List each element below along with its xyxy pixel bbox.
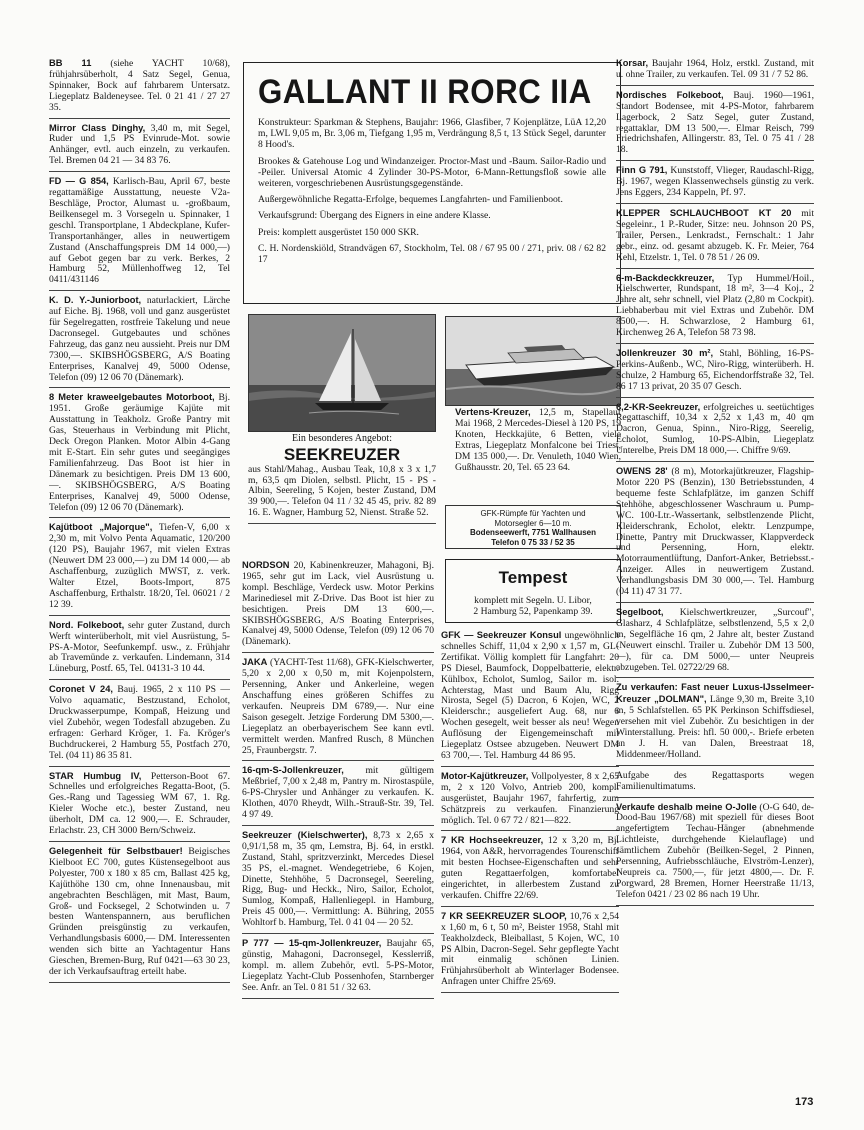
ad-heading: Nordisches Folkeboot, — [616, 89, 724, 100]
classified-ad — [49, 518, 230, 615]
ad-body: Bj. 1951. Große geräumige Kajüte mit Ausstattung in Teakholz. Große Pantry mit Gas, Steuerhaus in Verbindung mit Plicht, Deck Oregon Planken. Motor Albin 4-Gang mit E-Start. Ein sehr gutes und seegängiges Familienfahrzeug. Das Boot ist hier in Dänemark zu besichtigen. Preis DM 13 600,—. SKIBSHÖGSBERG, A/S Boating Enterprises, Kanalvej 49, 5000 Odense, Telefon (09) 12 06 70 (Dänemark). — [49, 392, 230, 513]
classified-ad — [616, 86, 814, 161]
classified-ad — [616, 204, 814, 269]
classified-ad — [616, 798, 814, 906]
ad-body: Kielschwertkreuzer, „Surcouf", Glasharz, 4 Schlafplätze, selbstlenzend, 5,5 x 2,0 m, Segelfläche 16 qm, 2 Jahre alt, bester Zustand (Neuwert einschl. Trailer u. Zubehör DM 13 500,—), für ca. DM 5000,— unter Neupreis abzugeben. Tel. 02722/29 68. — [616, 606, 814, 673]
gallant-title: GALLANT II RORC IIA — [258, 73, 592, 111]
sailboat-photo — [248, 314, 436, 432]
classified-ad — [242, 653, 434, 761]
tempest-title: Tempest — [498, 568, 568, 587]
classified-ad — [49, 58, 230, 119]
ad-heading: JAKA — [242, 657, 268, 668]
ad-body: Bauj. 1965, 2 x 110 PS — Volvo aquamatic, Bestzustand, Echolot, Druckwasserpumpe, Kompaß, Heizung und viel Zubehör, wegen Todesfall abzugeben. Zu erfragen: Gerhard Kröger, 1. Fa. Kröger's Buchdruckerei, 2 Hamburg 55, Postfach 270, Tel. (04 11) 86 35 81. — [49, 684, 230, 761]
ad-body: Typ Hummel/Hoil., Kielschwerter, Rundspant, 18 m², 3—4 Koj., 2 Jahre alt, sehr schnell, viel Platz (2,80 m Cockpit). Liebhaberbau mit viel Extras und Zubehör. DM 8500,—. H. Schwarzlose, 2 Hamburg 61, Kirchenweg 26 A, Telefon 58 73 98. — [616, 272, 814, 339]
ad-heading: Nord. Folkeboot, — [49, 619, 125, 630]
ad-heading: Mirror Class Dinghy, — [49, 122, 146, 133]
ad-body: 3,40 m, mit Segel, Ruder und 1,5 PS Evinrude-Mot. sowie Anhänger, evtl. auch einzeln, zu verkaufen. Tel. Bremen 04 21 — 34 83 76. — [49, 122, 230, 167]
ad-body: mit Segeleinr., 1 P.-Ruder, Sitze: neu. Johnson 20 PS, Trailer, Persen., Lenkradst., Fernschalt.: 1 Jahr gebr., einz. od. gesamt abzugeb. K. Fr. Meier, 764 Kehl, Etzelstr. 1, Tel. 0 78 51 / 26 09. — [616, 207, 814, 263]
ad-heading: Korsar, — [616, 58, 649, 68]
classified-ad — [441, 767, 619, 832]
column-center-left — [242, 560, 434, 999]
gallant-paragraph: Verkaufsgrund: Übergang des Eigners in eine andere Klasse. — [258, 210, 491, 222]
gfk-line: GFK-Rümpfe für Yachten und — [480, 509, 586, 518]
ad-heading: BB 11 — [49, 58, 92, 68]
gallant-contact: C. H. Nordenskiöld, Strandvägen 67, Stockholm, Tel. 08 / 67 95 00 / 271, priv. 08 / 62 82 17 — [258, 242, 606, 266]
ad-heading: KLEPPER SCHLAUCHBOOT KT 20 — [616, 207, 792, 218]
classified-ad — [441, 630, 619, 767]
ad-heading: Kajütboot „Majorque", — [49, 522, 153, 533]
column-center-right — [441, 630, 619, 993]
classified-ad — [49, 119, 230, 173]
classified-ad — [616, 398, 814, 463]
ad-heading: NORDSON — [242, 560, 290, 570]
column-right — [616, 58, 814, 906]
classified-ad — [616, 58, 814, 86]
gfk-line: Bodenseewerft, 7751 Wallhausen — [470, 528, 596, 537]
motorboat-photo — [445, 316, 621, 406]
classified-ad — [616, 603, 814, 678]
ad-body: ungewöhnlich schnelles Schiff, 11,04 x 2,90 x 1,57 m, GL-Zertifikat. Völlig komplett für Langfahrt: 20 PS Diesel, Baumfock, Doppelbatterie, elektr. Kühlbox, Echolot, Sumlog, Sailor m. isol. Achterstag, Mast und Baum Alu, Rigg Nirosta, Segel (5) Dacron, 6 Kojen, WC, 2 Kleiderschr.; ausgeliefert Aug. 68, nur 6 Wochen gesegelt, weit besser als neu! Wegen Auflösung der Eigengemeinschaft mit Liegeplatz Ostsee abzugeben. Neuwert DM 63 700,—. Tel. Hamburg 44 86 95. — [441, 630, 619, 761]
offer-title: SEEKREUZER — [283, 444, 401, 464]
classified-ad — [616, 161, 814, 204]
ad-heading: GFK — Seekreuzer Konsul — [441, 630, 562, 640]
ad-body: Tiefen-V, 6,00 x 2,30 m, mit Volvo Penta Aquamatic, 120/200 (120 PS), Baujahr 1967, mit vielen Extras (Neuwert DM 23 000,—) zu DM 14 000,— ab Aschaffenburg, zuzüglich MWST, z. verk. Walter Etzel, Boots-Import, 875 Aschaffenburg, Erthalstr. 18/20, Tel. 06021 / 2 12 39. — [49, 522, 230, 610]
gallant-paragraph: Konstrukteur: Sparkman & Stephens, Baujahr: 1966, Glasfiber, 7 Kojenplätze, LüA 12,20 m, LWL 9,05 m, Br. 3,06 m, Tiefgang 1,95 m, Verdrängung 8,5 t, 13 Stück Segel, darunter 8 Hood's. — [258, 117, 606, 151]
offer-body: aus Stahl/Mahag., Ausbau Teak, 10,8 x 3 x 1,7 m, 63,5 qm Diolen, selbstl. Plicht, 15 - PS - Albin, Seereling, 5 Kojen, bester Zustand, DM 39 900,—. Telefon 04 11 / 32 45 45, priv. 82 89 16. E. Wagner, Hamburg 52, Nienst. Straße 52. — [248, 463, 436, 518]
ad-heading: 6-m-Backdeckkreuzer, — [616, 272, 715, 283]
classified-ad — [49, 291, 230, 388]
gallant-paragraph: Außergewöhnliche Regatta-Erfolge, bequemes Langfahrten- und Familienboot. — [258, 194, 563, 206]
ad-heading: Finn G 791, — [616, 165, 668, 176]
ad-heading: Jollenkreuzer 30 m², — [616, 347, 714, 358]
classified-ad — [49, 842, 230, 983]
classified-ad — [616, 678, 814, 765]
ad-heading: Zu verkaufen: Fast neuer Luxus-IJsselmeer-Kreuzer „DOLMAN", — [616, 682, 814, 705]
ad-body: Petterson-Boot 67. Schnelles und erfolgreiches Regatta-Boot, (5. Ges.-Rang und Tagessieg WM 67, 1. Rg. Kieler Woche etc.), bester Zustand, neu überholt, DM ca. 12 900,—. E. Schrauder, Erlachstr. 23, CH 3000 Bern/Schweiz. — [49, 770, 230, 837]
ad-heading: OWENS 28' — [616, 466, 668, 477]
ad-body: 20, Kabinenkreuzer, Mahagoni, Bj. 1965, sehr gut im Lack, viel Ausrüstung u. kompl. Beschläge, Verdeck usw. Motor Perkins Marinediesel mit Z-Drive. Das Boot ist hier zu besichtigen. Preis DM 13 600,—. SKIBSHÖGSBERG, A/S Boating Enterprises, Kanalvej 49, 5000 Odense, Telefon (09) 12 06 70 (Dänemark). — [242, 560, 434, 648]
ad-body: Aufgabe des Regattasports wegen Familienultimatums. — [616, 769, 814, 792]
ad-heading: Gelegenheit für Selbstbauer! — [49, 846, 183, 856]
ad-body: sehr guter Zustand, durch Werft winterüberholt, mit viel Ausrüstung, 5-PS-A-Motor, Seefunkempf. usw., z. Frühjahr ab Travemünde z. verkaufen. Lindemann, 314 Lüneburg, Postf. 65, Tel. 04131-3 10 44. — [49, 619, 230, 675]
ad-body: Vollpolyester, 8 x 2,65 m, 2 x 120 Volvo, Antrieb 200, kompl. ausgerüstet, Baujahr 1967, fahrfertig, zum Schätzpreis zu verkaufen. Finanzierung möglich. Tel. 0 67 72 / 821—822. — [441, 770, 619, 826]
seekreuzer-offer — [248, 434, 436, 524]
gfk-line: Motorsegler 6—10 m. — [494, 518, 572, 528]
gallant-paragraph: Preis: komplett ausgerüstet 150 000 SKR. — [258, 226, 419, 238]
ad-heading: Segelboot, — [616, 606, 664, 617]
offer-heading: Ein besonderes Angebot: — [292, 433, 392, 444]
ad-heading: STAR Humbug IV, — [49, 770, 142, 781]
classified-ad — [242, 560, 434, 653]
classified-ad — [49, 172, 230, 291]
ad-heading: 16-qm-S-Jollenkreuzer, — [242, 765, 344, 776]
classified-ad — [242, 826, 434, 934]
ad-heading: 7 KR SEEKREUZER SLOOP, — [441, 910, 567, 921]
ad-heading: Verkaufe deshalb meine O-Jolle — [616, 801, 757, 812]
classified-ad — [616, 766, 814, 798]
ad-heading: Vertens-Kreuzer, — [455, 407, 531, 418]
ad-heading: Seekreuzer (Kielschwerter), — [242, 829, 368, 840]
classified-ad — [616, 269, 814, 344]
ad-body: 12 x 3,20 m, Bj. 1964, von A&R, hervorragendes Tourenschiff mit besten Hochsee-Eigenschaften und sehr guten Regattaerfolgen, komfortabel eingerichtet, in allerbestem Zustand zu verkaufen. Chiffre 22/69. — [441, 835, 619, 901]
classified-ad — [242, 761, 434, 826]
ad-heading: 6,2-KR-Seekreuzer, — [616, 401, 701, 412]
ad-body: Stahl, Böhling, 16-PS-Perkins-Außenb., WC, Niro-Rigg, winterüberh. H. Schulze, 2 Hamburg 65, Eichendorffstraße 32, Tel. 86 17 13 privat, 20 35 07 Gesch. — [616, 347, 814, 392]
tempest-ad-box — [445, 559, 621, 623]
ad-body: Karlisch-Bau, April 67, beste regattamäßige Ausstattung, neueste V2a-Beschläge, Proctor, Alumast u. -großbaum, Beilkensegel m. 3 Vorsegeln u. Spinnaker, 1 geschl. Transportplane, 1 Abdeckplane, Kufer-Transportanhänger, alles in neuwertigem Zustand (Anschaffungspreis DM 14 000,—) auf Gebot gegen bar zu verk. Berkes, 2 Hamburg 52, Müllenhoffweg 12, Tel 0411/431146 — [49, 176, 230, 286]
ad-heading: FD — G 854, — [49, 176, 109, 187]
classified-ad — [441, 907, 619, 993]
classified-ad — [49, 680, 230, 766]
ad-body: (siehe YACHT 10/68), frühjahrsüberholt, 4 Satz Segel, Genua, Spinnaker, Bock auf fahrbarem Untersatz. Liegeplatz Baldeneysee. Tel. 0 21 41 / 27 27 35. — [49, 58, 230, 113]
ad-body: (YACHT-Test 11/68), GFK-Kielschwerter, 5,20 x 2,00 x 0,50 m, mit Kojenpolstern, Persenning, Anker und Ankerleine, wegen Anschaffung eines größeren Schiffes zu verkaufen. Neupreis DM 6789,—. Nur eine Saison gesegelt. Jetzige Forderung DM 5300,—. Liegeplatz an oberbayerischem See kann evtl. vermittelt werden. Manfred Rusch, 8 München 25, Fraunbergstr. 7. — [242, 657, 434, 756]
gallant-paragraph: Brookes & Gatehouse Log und Windanzeiger. Proctor-Mast und -Baum. Sailor-Radio und -Peiler. Universal Atomic 4 Zylinder 30-PS-Motor, 6-Mann-Rettungsfloß sowie alle weiteren, vorgeschriebenen Ausrüstungsgegenstände. — [258, 155, 606, 190]
ad-heading: Motor-Kajütkreuzer, — [441, 770, 529, 781]
ad-body: Länge 9,30 m, Breite 3,10 m, 5 Schlafstellen. 65 PK Perkinson Schiffsdiesel, versehen mit viel Zubehör. Zu besichtigen in der Winterstallung. Preis: hfl. 50 000,-. Briefe erbeten an J. H. van Dalen, Breestraat 18, Middenmeer/Holland. — [616, 694, 814, 760]
ad-heading: K. D. Y.-Juniorboot, — [49, 295, 142, 306]
tempest-line: 2 Hamburg 52, Papenkamp 39. — [473, 606, 593, 617]
ad-body: Kunststoff, Vlieger, Raudaschl-Rigg, Bj. 1967, wegen Klassenwechsels günstig zu verk. Jens Eggers, 234 Kappeln, Pf. 97. — [616, 165, 814, 199]
gallant-ad-box — [243, 62, 621, 304]
tempest-line: komplett mit Segeln. U. Libor, — [474, 595, 592, 606]
ad-body: Baujahr 1964, Holz, erstkl. Zustand, mit u. ohne Trailer, zu verkaufen. Tel. 09 31 / 7 52 86. — [616, 58, 814, 80]
classified-ad — [616, 462, 814, 603]
classified-ad — [49, 388, 230, 518]
ad-body: 8,73 x 2,65 x 0,91/1,58 m, 35 qm, Lemstra, Bj. 64, in erstkl. Zustand, Stahl, spritzverzinkt, Mercedes Diesel 35 PS, el.-magnet. Wendegetriebe, 6 Kojen, Dinette, Stehhöhe, 5 Dacronsegel, Seereling, Rigg, Bug- und Heckk., Niro, Sailor, Echolot, Sumlog, Kompaß, Hallenliegepl. in Hamburg, Preis 45 000,—. Vermittlung: A. Bühring, 2055 Wohltorf b. Hamburg, Tel. 0 41 04 — 20 52. — [242, 829, 434, 929]
ad-body: 12,5 m, Stapellauf Mai 1968, 2 Mercedes-Diesel à 120 PS, 19 Knoten, Heckkajüte, 6 Betten, viele Extras, Liegeplatz Monfalcone bei Triest, DM 135 000,—. Dr. Venuleth, 1040 Wien, Gußhausstr. 20, Tel. 65 23 64. — [455, 407, 621, 473]
motorboat-illustration — [446, 317, 621, 406]
ad-heading: 8 Meter kraweelgebautes Motorboot, — [49, 392, 215, 403]
ad-body: 10,76 x 2,54 x 1,60 m, 6 t, 50 m², Beister 1958, Stahl mit Teakholzdeck, Bleiballast, 5 Kojen, WC, 10 PS Albin, Dacron-Segel. Sehr gepflegte Yacht mit einmalig schönen Linien. Frühjahrsüberholt ab Winterlager Bodensee. Anfragen unter Chiffre 25/69. — [441, 910, 619, 988]
ad-heading: P 777 — 15-qm-Jollenkreuzer, — [242, 938, 382, 949]
page-number: 173 — [795, 1096, 814, 1108]
classified-ad — [616, 344, 814, 398]
ad-heading: 7 KR Hochseekreuzer, — [441, 835, 544, 846]
vertens-ad — [455, 408, 621, 473]
ad-body: erfolgreiches u. seetüchtiges Regattaschiff, 10,34 x 2,52 x 1,43 m, 40 qm Dacron, Genua, Spinn., Niro-Rigg, Seerelig, Echolot, Sumlog, 10-PS-Albin, Liegeplatz Unterelbe, Preis DM 18 000,—. Chiffre 9/69. — [616, 401, 814, 457]
ad-body: Baujahr 65, günstig, Mahagoni, Dacronsegel, Kesslerriß, kompl. m. allem Zubehör, evtl. 5-PS-Motor, Liegeplatz Yacht-Club Possenhofen, Starnberger See. Anfr. an Tel. 0 81 51 / 32 63. — [242, 938, 434, 993]
sailboat-illustration — [249, 315, 436, 432]
classified-ad — [49, 616, 230, 681]
classified-ad — [242, 934, 434, 999]
ad-body: Bauj. 1960—1961, Standort Bodensee, mit 4-PS-Motor, fahrbarem Lagerbock, 2 Satz Segel, guter Zustand, regattaklar, DM 13 500,—. Elmar Reisch, 799 Friedrichshafen, Allingerstr. 83, Tel. 0 75 41 / 28 18. — [616, 89, 814, 156]
ad-heading: Coronet V 24, — [49, 684, 113, 695]
classified-ad — [441, 831, 619, 906]
ad-body: mit gültigem Meßbrief, 7,00 x 2,48 m, Pantry m. Nirostaspüle, 6-PS-Chrysler und Anhänger zu verkaufen. K. Klothen, 4070 Rheydt, Wilh.-Strauß-Str. 39, Tel. 4 97 49. — [242, 765, 434, 821]
column-left — [49, 58, 230, 983]
ad-body: naturlackiert, Lärche auf Eiche. Bj. 1968, voll und ganz ausgerüstet für Segelregatten, rostfreie Takelung und neue Dacronsegel. Gutgebautes und schönes Fahrzeug, das ganz neu aussieht. Preis nur DM 7300,—. SKIBSHÖGSBERG, A/S Boating Enterprises, Kanalvej 49, 5000 Odense, Telefon (09) 12 06 70 (Dänemark). — [49, 295, 230, 383]
ad-body: Beigisches Kielboot EC 700, gutes Küstensegelboot aus Polyester, 700 x 180 x 85 cm, Ballast 425 kg, Kajüthöhe 130 cm, ohne Innenausbau, mit angebrachten Beschlägen, mit Mast, Baum, Groß- und Focksegel, 2 Schotwinden u. 7 besten Wantenspannern, aus beruflichen Gründen preisgünstig zu verkaufen, Verhandlungsbasis 6000,— DM. Interessenten wenden sich bitte an Yachtagentur Hans Gieschen, Bremen-Burg, Ruf 0421—63 30 23, der ich Verkaufsauftrag erteilt habe. — [49, 846, 230, 977]
ad-body: (8 m), Motorkajütkreuzer, Flagship-Motor 220 PS (Benzin), 130 Betriebsstunden, 4 bequeme feste Schlafplätze, im ganzen Schiff Stehhöhe, abgeschlossener Waschraum u. Pump-WC. 100-Ltr.-Wassertank, selbstlenzende Plicht, Kleiderschrank, Echolot, elektr. Lenzpumpe, Dinette, Pantry mit Druckwasser, Klappverdeck und Persenning, Horn, elektr. Motorraumentlüftung, Danfort-Anker, Betriebsst.-Anzeiger. Alles in neuwertigem Zustand. Verhandlungsbasis DM 30 000,—. Tel. Hamburg (04 11) 47 31 77. — [616, 466, 814, 598]
gfk-line: Telefon 0 75 33 / 52 35 — [491, 537, 575, 547]
ad-body: (O-G 640, de-Dood-Bau 1967/68) mit speziell für dieses Boot angefertigtem Techau-Hänger (abnehmende Lichtleiste, durchgehende Kielauflage) und sämtlichem Zubehör (Beilken-Segel, 2 Pinnen, Persenning, Aufriebsschläuche, Elvström-Lenzer), Neupreis ca. 7500,—, für jetzt 4800,—. Dr. F. Porgward, 28 Bremen, Horner Heerstraße 11/13, Telefon 0421 / 23 02 86 nach 19 Uhr. — [616, 801, 814, 900]
classified-ad — [49, 767, 230, 842]
gfk-hulls-ad-box — [445, 505, 621, 549]
